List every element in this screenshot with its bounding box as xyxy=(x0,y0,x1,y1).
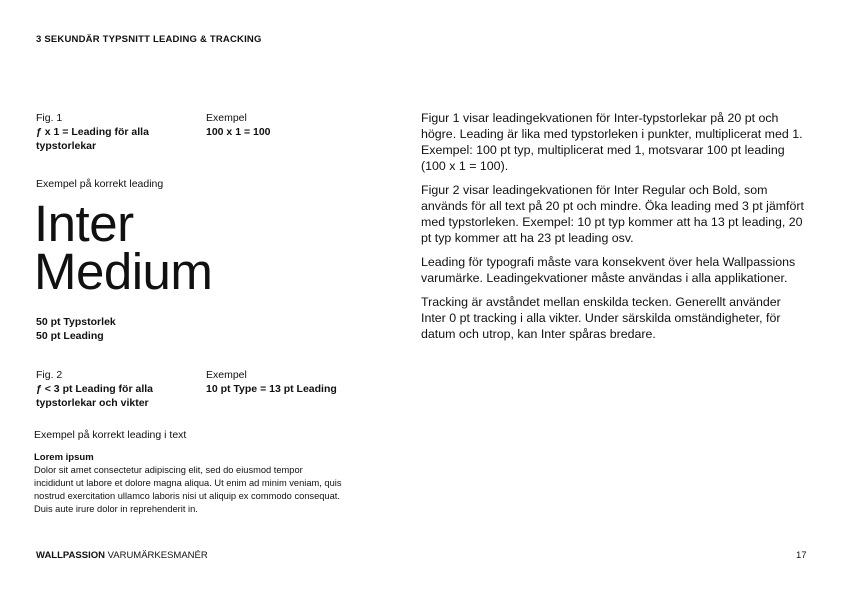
fig1-example xyxy=(206,111,406,139)
body-paragraph: Figur 1 visar leadingekvationen för Inter-typstorlekar på 20 pt och högre. Leading är lika med typstorleken i punkter, multiplicerat med 1. Exempel: 100 pt typ, multiplicerat med 1, motsvarar 100 pt leading (100 x 1 = 100). xyxy=(421,111,803,173)
lorem-title: Lorem ipsum xyxy=(34,452,94,463)
footer-brand: WALLPASSION xyxy=(36,550,105,561)
section-header: 3 SEKUNDÄR TYPSNITT LEADING & TRACKING xyxy=(36,34,262,45)
display-line-2: Medium xyxy=(34,243,213,300)
spec-leading: 50 pt Leading xyxy=(36,330,104,342)
fig2-label: Fig. 2 xyxy=(36,369,63,381)
footer-title: VARUMÄRKESMANÉR xyxy=(107,550,208,561)
fig2-formula: ƒ < 3 pt Leading för alla typstorlekar och vikter xyxy=(36,383,153,409)
fig2-example-value: 10 pt Type = 13 pt Leading xyxy=(206,383,337,395)
inter-medium-specimen xyxy=(34,195,213,300)
fig1-formula: ƒ x 1 = Leading för alla typstorlekar xyxy=(36,126,149,152)
footer xyxy=(36,550,208,561)
lorem-text: Dolor sit amet consectetur adipiscing elit, sed do eiusmod tempor incididunt ut labore et dolore magna aliqua. Ut enim ad minim veniam, quis nostrud exercitation ullamco laboris nisi ut aliquip ex commodo consequat. Duis aute irure dolor in reprehenderit in. xyxy=(34,465,342,514)
fig1-caption: Exempel på korrekt leading xyxy=(36,178,164,190)
fig2-example-label: Exempel xyxy=(206,369,247,381)
fig1-block xyxy=(36,111,186,153)
display-line-1: Inter xyxy=(34,195,134,252)
fig1-label: Fig. 1 xyxy=(36,112,63,124)
fig2-example xyxy=(206,368,406,396)
page-number: 17 xyxy=(796,550,807,561)
spec-type-size: 50 pt Typstorlek xyxy=(36,316,116,328)
fig1-example-value: 100 x 1 = 100 xyxy=(206,126,271,138)
body-paragraph: Figur 2 visar leadingekvationen för Inter Regular och Bold, som används för all text på 20 pt och mindre. Öka leading med 3 pt jämfört med typstorleken. Exempel: 10 pt typ kommer att ha 13 pt leading, 20 pt typ kommer att ha 23 pt leading osv. xyxy=(421,183,804,245)
body-text xyxy=(421,110,806,350)
fig2-block xyxy=(36,368,181,410)
lorem-sample xyxy=(34,452,344,516)
fig2-caption: Exempel på korrekt leading i text xyxy=(34,429,187,441)
body-paragraph: Leading för typografi måste vara konsekvent över hela Wallpassions varumärke. Leadingekvationer måste användas i alla applikationer. xyxy=(421,255,796,285)
body-paragraph: Tracking är avståndet mellan enskilda tecken. Generellt använder Inter 0 pt tracking i alla vikter. Under särskilda omständigheter, för datum och utrop, kan Inter spåras bredare. xyxy=(421,295,781,341)
fig1-example-label: Exempel xyxy=(206,112,247,124)
fig1-specs xyxy=(36,315,116,343)
